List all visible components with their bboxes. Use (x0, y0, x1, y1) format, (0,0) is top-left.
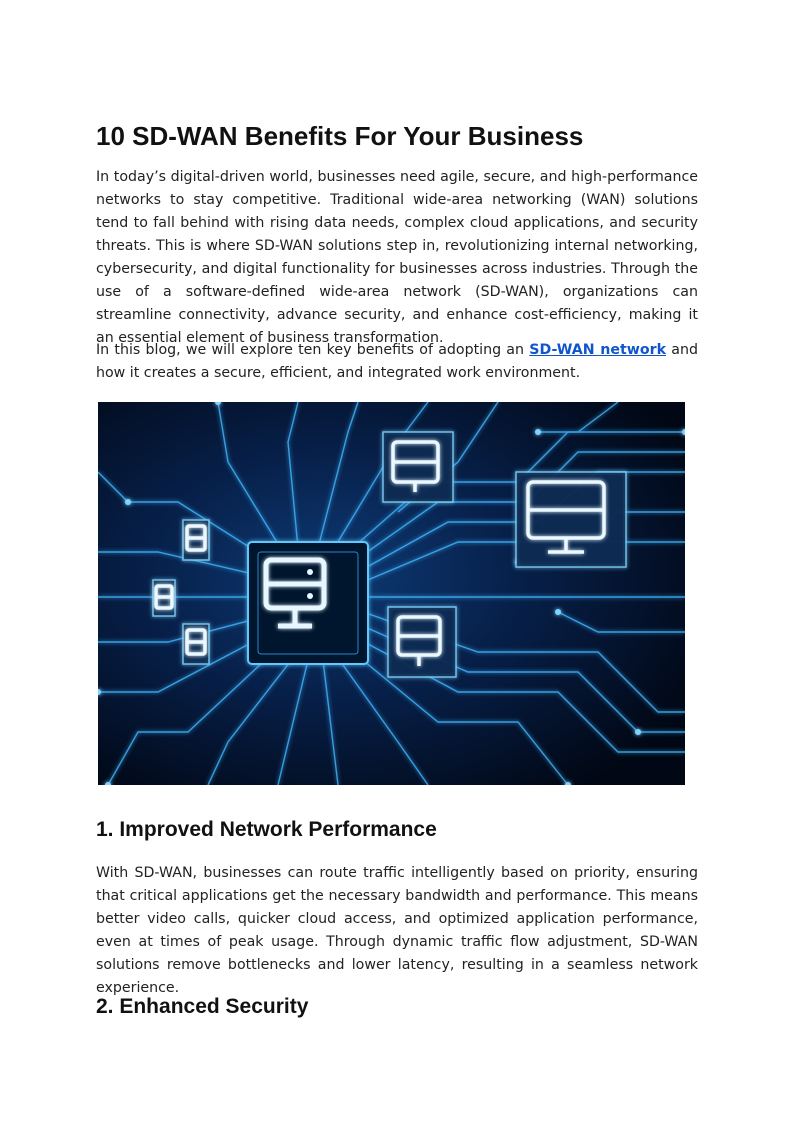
blog-intro-after: and how it creates a secure, efficient, and integrated work environment. (96, 342, 698, 381)
sd-wan-network-link[interactable]: SD-WAN network (529, 342, 667, 358)
section-heading-1: 1. Improved Network Performance (96, 818, 437, 841)
network-circuit-image (98, 402, 685, 785)
page-title: 10 SD-WAN Benefits For Your Business (96, 121, 584, 151)
blog-intro-paragraph (96, 339, 698, 385)
blog-intro-before: In this blog, we will explore ten key benefits of adopting an (96, 342, 530, 358)
section-body-1: With SD-WAN, businesses can route traffic intelligently based on priority, ensuring that critical applications get the necessary bandwidth and performance. This means better video calls, quicker cloud access, and optimized application performance, even at times of peak usage. Through dynamic traffic flow adjustment, SD-WAN solutions remove bottlenecks and lower latency, resulting in a seamless network experience. (96, 865, 698, 996)
section-heading-2: 2. Enhanced Security (96, 995, 309, 1018)
intro-paragraph: In today’s digital-driven world, businesses need agile, secure, and high-performance networks to stay competitive. Traditional wide-area networking (WAN) solutions tend to fall behind with rising data needs, complex cloud applications, and security threats. This is where SD-WAN solutions step in, revolutionizing internal networking, cybersecurity, and digital functionality for businesses across industries. Through the use of a software-defined wide-area network (SD-WAN), organizations can streamline connectivity, advance security, and enhance cost-efficiency, making it an essential element of business transformation. (96, 169, 698, 346)
